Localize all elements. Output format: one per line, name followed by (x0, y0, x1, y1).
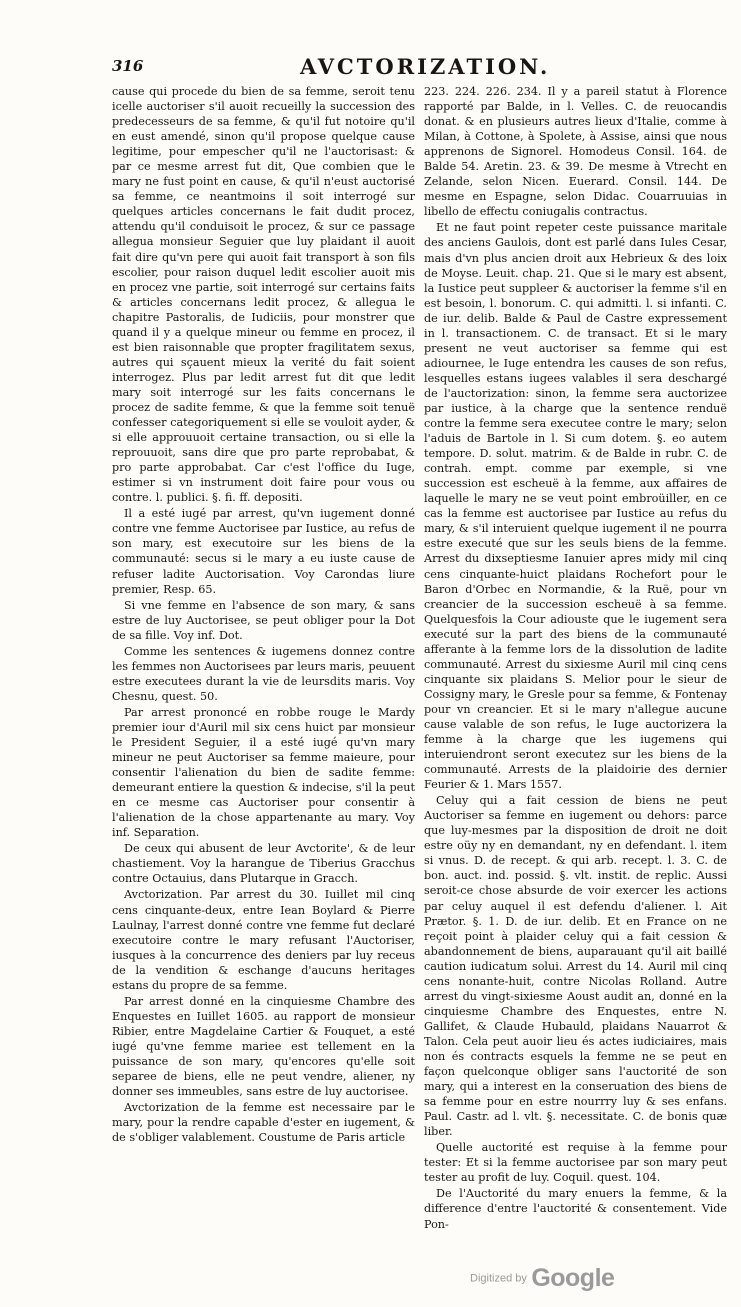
left-paragraph-9: Avctorization de la femme est necessaire par le mary, pour la rendre capable d'ester en iugement, & de s'obliger valablement. Coustume de Paris article (112, 1101, 415, 1145)
page-number: 316 (112, 57, 144, 75)
left-paragraph-7: Avctorization. Par arrest du 30. Iuillet mil cinq cens cinquante-deux, entre Iean Boylard & Pierre Laulnay, l'arrest donné contre vne femme fut declaré executoire contre le mary refusant l'Auctoriser, iusques à la concurrence des deniers par luy receus de la vendition & eschange d'aucuns heritages estans du propre de sa femme. (112, 888, 415, 992)
left-paragraph-8: Par arrest donné en la cinquiesme Chambre des Enquestes en Iuillet 1605. au rapport de monsieur Ribier, entre Magdelaine Cartier & Fouquet, a esté iugé qu'vne femme mariee est tellement en la puissance de son mary, qu'encores qu'elle soit separee de biens, elle ne peut vendre, aliener, ny donner ses immeubles, sans estre de luy auctorisee. (112, 994, 415, 1099)
left-paragraph-4: Comme les sentences & iugemens donnez contre les femmes non Auctorisees par leurs maris, peuuent estre executees durant la vie de leursdits maris. Voy Chesnu, quest. 50. (112, 644, 415, 703)
running-head: AVCTORIZATION. (300, 54, 551, 79)
left-paragraph-5: Par arrest prononcé en robbe rouge le Mardy premier iour d'Auril mil six cens huict par monsieur le President Seguier, il a esté iugé qu'vn mary mineur ne peut Auctoriser sa femme maieure, pour consentir l'alienation du bien de sadite femme: demeurant entiere la question & indecise, s'il la peut en ce mesme cas Auctoriser pour consentir à l'alienation de la chose appartenante au mary. Voy inf. Separation. (112, 705, 415, 840)
google-watermark (470, 1264, 614, 1293)
right-column (424, 84, 727, 1250)
right-paragraph-2: Et ne faut point repeter ceste puissance maritale des anciens Gaulois, dont est parlé dans Iules Cesar, mais d'vn plus ancien droit aux Hebrieux & des loix de Moyse. Leuit. chap. 21. Que si le mary est absent, la Iustice peut suppleer & auctoriser la femme s'il en est besoin, l. bonorum. C. qui admitti. l. si infanti. C. de iur. delib. Balde & Paul de Castre expressement in l. transactionem. C. de transact. Et si le mary present ne veut auctoriser sa femme qui est adiournee, le Iuge entendra les causes de son refus, lesquelles estans iugees valables il sera deschargé de l'auctorization: sinon, la femme sera auctorizee par iustice, à la charge que la sentence renduë contre la femme sera executee contre le mary; selon l'aduis de Bartole in l. Si cum dotem. §. eo autem tempore. D. solut. matrim. & de Balde in rubr. C. de contrah. empt. comme par exemple, si vne succession est escheuë à la femme, aux affaires de laquelle le mary ne se veut point embroüiller, en ce cas la femme est auctorisee par Iustice au refus du mary, & s'il interuient quelque iugement il ne pourra estre executé que sur les seuls biens de la femme. Arrest du dixseptiesme Ianuier apres midy mil cinq cens cinquante-huict plaidans Rochefort pour le Baron d'Orbec en Normandie, & la Ruë, pour vn creancier de la succession escheuë à sa femme. Quelquesfois la Cour adiouste que le iugement sera executé sur la part des biens de la communauté afferante à la femme lors de la dissolution de ladite communauté. Arrest du sixiesme Auril mil cinq cens cinquante six plaidans S. Melior pour le sieur de Cossigny mary, le Gresle pour sa femme, & Fontenay pour vn creancier. Et si le mary n'allegue aucune cause valable de son refus, le Iuge auctorizera la femme à la charge que les iugemens qui interuiendront seront executez sur les biens de la communauté. Arrests de la plaidoirie des dernier Feurier & 1. Mars 1557. (424, 221, 727, 792)
left-paragraph-6: De ceux qui abusent de leur Avctorite', & de leur chastiement. Voy la harangue de Tiberius Gracchus contre Octauius, dans Plutarque in Gracch. (112, 842, 415, 886)
right-paragraph-5: De l'Auctorité du mary enuers la femme, & la difference d'entre l'auctorité & consentement. Vide Pon- (424, 1187, 727, 1231)
left-paragraph-2: Il a esté iugé par arrest, qu'vn iugement donné contre vne femme Auctorisee par Iustice, au refus de son mary, est executoire sur les biens de la communauté: secus si le mary a eu iuste cause de refuser ladite Auctorisation. Voy Carondas liure premier, Resp. 65. (112, 507, 415, 596)
right-paragraph-3: Celuy qui a fait cession de biens ne peut Auctoriser sa femme en iugement ou dehors: parce que luy-mesmes par la disposition de droit ne doit estre oüy ny en demandant, ny en defendant. l. item si vnus. D. de recept. & qui arb. recept. l. 3. C. de bon. auct. ind. possid. §. vlt. instit. de replic. Aussi seroit-ce chose absurde de voir exercer les actions par celuy auquel il est defendu d'aliener. l. Ait Prætor. §. 1. D. de iur. delib. Et en France on ne reçoit point à plaider celuy qui a fait cession & abandonnement de biens, auparauant qu'il ait baillé caution iudicatum solui. Arrest du 14. Auril mil cinq cens nonante-huit, contre Nicolas Rolland. Autre arrest du vingt-sixiesme Aoust audit an, donné en la cinquiesme Chambre des Enquestes, entre N. Gallifet, & Claude Hubauld, plaidans Nauarrot & Talon. Cela peut auoir lieu és actes iudiciaires, mais non és contracts esquels la femme ne se peut en façon quelconque obliger sans l'auctorité de son mary, qui a interest en la conseruation des biens de sa femme pour en estre nourrry luy & ses enfans. Paul. Castr. ad l. vlt. §. necessitate. C. de bonis quæ liber. (424, 794, 727, 1139)
google-logo: Google (531, 1264, 615, 1292)
right-paragraph-4: Quelle auctorité est requise à la femme pour tester: Et si la femme auctorisee par son mary peut tester au profit de luy. Coquil. quest. 104. (424, 1141, 727, 1185)
left-paragraph-1: cause qui procede du bien de sa femme, seroit tenu icelle auctoriser s'il auoit recueilly la succession des predecesseurs de sa femme, & qu'il fut notoire qu'il en eust amendé, sinon qu'il propose quelque cause legitime, pour empescher qu'il ne l'auctorisast: & par ce mesme arrest fut dit, Que combien que le mary ne fust point en cause, & qu'il n'eust auctorisé sa femme, ce neantmoins il soit interrogé sur quelques articles concernans le fait dudit procez, attendu qu'il conduisoit le procez, & sur ce passage allegua monsieur Seguier que luy plaidant il auoit fait dire qu'vn pere qui auoit fait transport à son fils escolier, pour raison duquel ledit escolier auoit mis en procez vne partie, soit interrogé sur certains faits & articles concernans ledit procez, & allegua le chapitre Pastoralis, de Iudiciis, pour monstrer que quand il y a quelque mineur ou femme en procez, il est bien raisonnable que propter fragilitatem sexus, autres qui sçauent mieux la verité du fait soient interrogez. Plus par ledit arrest fut dit que ledit mary soit interrogé sur les faits concernans le procez de sadite femme, & que la femme soit tenuë confesser categoriquement si elle se vouloit ayder, & si elle approuuoit certaine transaction, ou si elle la reprouuoit, sans dire que pro parte reprobabat, & pro parte approbabat. Car c'est l'office du Iuge, estimer si vn instrument doit faire pour vous ou contre. l. publici. §. fi. ff. depositi. (112, 85, 415, 505)
left-column (112, 84, 415, 1145)
watermark-prefix: Digitized by (470, 1272, 527, 1285)
right-paragraph-1: 223. 224. 226. 234. Il y a pareil statut à Florence rapporté par Balde, in l. Velles. C. de reuocandis donat. & en plusieurs autres lieux d'Italie, comme à Milan, à Cottone, à Spolete, à Assise, ainsi que nous apprenons de Signorel. Homodeus Consil. 164. de Balde 54. Aretin. 23. & 39. De mesme à Vtrecht en Zelande, selon Nicen. Euerard. Consil. 144. De mesme en Espagne, selon Didac. Couarruuias in libello de effectu coniugalis contractus. (424, 85, 727, 219)
left-paragraph-3: Si vne femme en l'absence de son mary, & sans estre de luy Auctorisee, se peut obliger pour la Dot de sa fille. Voy inf. Dot. (112, 598, 415, 642)
